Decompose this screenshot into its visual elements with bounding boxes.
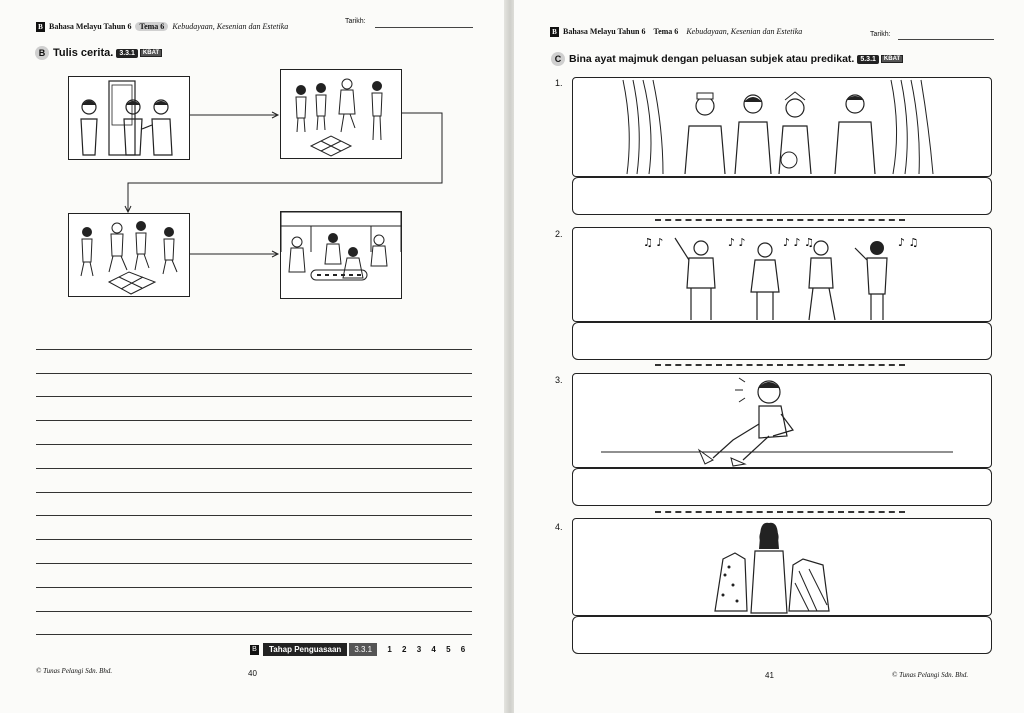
section-c-heading (551, 52, 903, 66)
tahap-icon: B (250, 645, 259, 655)
left-page-number: 40 (248, 669, 257, 678)
left-copyright: © Tunas Pelangi Sdn. Bhd. (36, 667, 113, 675)
question-4-picture (572, 518, 992, 616)
tahap-label: Tahap Penguasaan (263, 643, 347, 656)
tarikh-label: Tarikh: (345, 18, 366, 25)
tarikh-label: Tarikh: (870, 31, 891, 38)
level-5[interactable]: 5 (446, 645, 451, 654)
writing-line[interactable] (36, 374, 472, 398)
separator (655, 511, 905, 513)
section-letter: B (35, 46, 49, 60)
left-page (0, 0, 506, 713)
book-logo-icon: B (36, 22, 45, 32)
writing-line[interactable] (36, 588, 472, 612)
level-4[interactable]: 4 (431, 645, 436, 654)
question-3-picture (572, 373, 992, 468)
writing-line[interactable] (36, 564, 472, 588)
kbat-badge: KBAT (881, 55, 903, 63)
theme-title: Kebudayaan, Kesenian dan Estetika (686, 27, 803, 36)
tema-pill: Tema 6 (653, 27, 679, 36)
story-flow-arrows (0, 0, 506, 320)
standard-badge: 3.3.1 (116, 49, 138, 58)
kbat-badge: KBAT (140, 49, 162, 57)
writing-line[interactable] (36, 612, 472, 636)
writing-line[interactable] (36, 445, 472, 469)
section-title: Tulis cerita. (53, 47, 114, 59)
singing-dancing-illustration (573, 228, 991, 321)
svg-text:♪ ♪ ♫: ♪ ♪ ♫ (783, 236, 814, 249)
question-number-4: 4. (555, 522, 563, 532)
question-number-3: 3. (555, 375, 563, 385)
subject-title: Bahasa Melayu Tahun 6 (563, 27, 646, 36)
answer-box-1[interactable] (572, 177, 992, 215)
subject-title: Bahasa Melayu Tahun 6 (49, 22, 132, 31)
injured-boy-illustration (573, 374, 991, 467)
level-3[interactable]: 3 (416, 645, 422, 654)
section-letter: C (551, 52, 565, 66)
question-1-picture (572, 77, 992, 177)
answer-box-3[interactable] (572, 468, 992, 506)
woman-with-clothes-illustration (573, 519, 991, 615)
wedding-illustration (573, 78, 991, 176)
svg-text:♪ ♪: ♪ ♪ (728, 236, 746, 249)
answer-box-4[interactable] (572, 616, 992, 654)
question-2-picture (572, 227, 992, 322)
writing-line[interactable] (36, 421, 472, 445)
tema-pill: Tema 6 (135, 22, 168, 31)
svg-text:♫ ♪: ♫ ♪ (643, 236, 664, 249)
book-logo-icon: B (550, 27, 559, 37)
writing-line[interactable] (36, 397, 472, 421)
writing-line[interactable] (36, 493, 472, 517)
level-1[interactable]: 1 (387, 645, 392, 654)
right-copyright: © Tunas Pelangi Sdn. Bhd. (892, 671, 969, 679)
theme-title: Kebudayaan, Kesenian dan Estetika (172, 22, 289, 31)
writing-lines[interactable] (36, 326, 472, 635)
level-2[interactable]: 2 (402, 645, 407, 654)
writing-line[interactable] (36, 469, 472, 493)
writing-line[interactable] (36, 326, 472, 350)
tahap-penguasaan (250, 643, 465, 656)
level-6[interactable]: 6 (460, 645, 466, 654)
section-title: Bina ayat majmuk dengan peluasan subjek atau predikat. (569, 53, 855, 65)
separator (655, 219, 905, 221)
standard-badge: 5.3.1 (857, 55, 879, 64)
separator (655, 364, 905, 366)
writing-line[interactable] (36, 540, 472, 564)
answer-box-2[interactable] (572, 322, 992, 360)
question-number-2: 2. (555, 229, 563, 239)
svg-text:♪ ♫: ♪ ♫ (898, 236, 919, 249)
tahap-code: 3.3.1 (349, 643, 377, 656)
writing-line[interactable] (36, 350, 472, 374)
right-page-number: 41 (765, 671, 774, 680)
right-header (550, 27, 802, 37)
tarikh-field[interactable] (898, 39, 994, 40)
writing-line[interactable] (36, 516, 472, 540)
question-number-1: 1. (555, 78, 563, 88)
